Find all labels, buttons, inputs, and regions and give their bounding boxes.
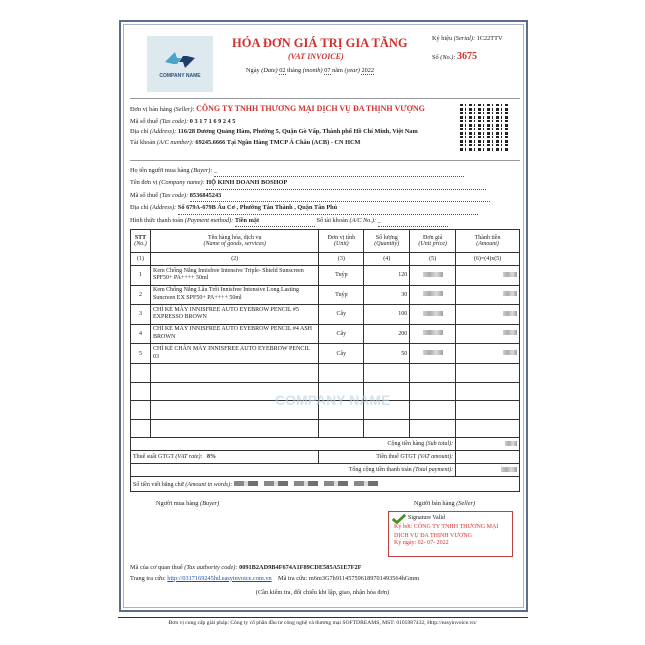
sig-buyer-en: (Buyer): [200, 500, 220, 507]
seller-tax-label-en: (Tax code):: [159, 117, 189, 125]
serial-label: Ký hiệu: [432, 35, 453, 42]
col-num: (3): [319, 253, 364, 266]
buyer-tax: 8536845243: [190, 190, 490, 202]
buyer-company: HỘ KINH DOANH BOSHOP: [206, 177, 486, 189]
row-unit: Cây: [319, 324, 364, 344]
row-name: CHÌ KẺ MÀY INNISFREE AUTO EYEBROW PENCIL #4 ASH BROWN: [150, 324, 318, 344]
seller-acc-label: Tài khoản: [130, 138, 156, 146]
check-note: (Cần kiểm tra, đối chiếu khi lập, giao, nhận hóa đơn): [255, 589, 390, 596]
vat-rate: 8%: [206, 454, 216, 460]
row-no: 1: [131, 266, 151, 286]
no-label: Số: [432, 54, 439, 61]
row-no: 3: [131, 305, 151, 325]
seller-signature-label: [414, 500, 475, 507]
table-row: [131, 324, 520, 344]
qr-code: [460, 103, 510, 151]
logo-text: COMPANY NAME: [159, 72, 201, 79]
seller-account: 69245.6666 Tại Ngân Hàng TMCP Á Châu (ACB) - CN HCM: [195, 138, 361, 146]
total-label: Tổng cộng tiền thanh toán: [348, 467, 412, 473]
row-name: CHÌ KẺ MÀY INNISFREE AUTO EYEBROW PENCIL #5 EXPRESSO BROWN: [150, 305, 318, 325]
seller-block: [130, 103, 450, 148]
buyer-block: [130, 165, 520, 227]
invoice-date: [246, 67, 374, 75]
words-label: Số tiền viết bằng chữ: [133, 481, 184, 488]
seller-name-label: Đơn vị bán hàng: [130, 106, 172, 113]
buyer-tax-label-en: (Tax code):: [159, 191, 189, 199]
row-price: [410, 285, 456, 305]
vat-rate-label-en: (VAT rate):: [175, 454, 203, 460]
row-unit: Cây: [319, 305, 364, 325]
items-table: [130, 229, 520, 492]
row-unit: Tuýp: [319, 266, 364, 286]
day: 02: [279, 67, 286, 74]
month: 07: [324, 67, 331, 74]
subtotal-label-en: (Sub total):: [425, 441, 454, 447]
table-header: [131, 230, 520, 253]
th-price-en: (Unit price): [418, 241, 447, 247]
th-unit-en: (Unit): [334, 241, 349, 247]
vat-row: [131, 451, 520, 464]
buyer-label-en: (Buyer):: [191, 167, 213, 174]
buyer-label: Họ tên người mua hàng: [130, 167, 190, 174]
month-label: tháng: [287, 67, 302, 74]
lookup-label: Trang tra cứu:: [130, 574, 166, 582]
code-label: Mã tra cứu:: [278, 574, 308, 582]
sig-seller: Người bán hàng: [414, 500, 455, 507]
invoice-number: [432, 51, 477, 62]
row-no: 4: [131, 324, 151, 344]
signed-by: Ký bởi: CÔNG TY TNHH THƯƠNG MẠI DỊCH VỤ ĐA THỊNH VƯỢNG: [394, 524, 499, 539]
row-price: [410, 344, 456, 364]
lookup-link[interactable]: http://0317169245hd.easyinvoice.com.vn: [167, 574, 272, 582]
th-qty: Số lượng: [375, 235, 398, 241]
th-no-en: (No.): [134, 241, 147, 247]
row-name: CHÌ KẺ CHÂN MÀY INNISFREE AUTO EYEBROW PENCIL 03: [150, 344, 318, 364]
table-row: [131, 344, 520, 364]
th-name-en: (Name of goods, services): [203, 241, 266, 247]
row-name: Kem Chống Nắng Innisfree Intensive Triple- Shield Sunscreen SPF50+ PA++++ 50ml: [150, 266, 318, 286]
digital-signature-box: [388, 511, 513, 557]
invoice-subtitle: (VAT INVOICE): [288, 52, 344, 61]
arrows-logo-icon: [163, 50, 197, 70]
row-price: [410, 266, 456, 286]
company-logo: [147, 36, 213, 92]
seller-addr-label: Địa chỉ: [130, 128, 149, 135]
row-qty: 120: [364, 266, 410, 286]
row-amount: [456, 266, 520, 286]
provider-note: Đơn vị cung cấp giải pháp: Công ty cổ phần đầu tư công nghệ và thương mại SOFTDREAMS, MST: 0105987432, Http://easyinvoice.vn/: [168, 620, 477, 626]
pay-label: Hình thức thanh toán: [130, 216, 184, 224]
signed-date: Ký ngày: 02- 07- 2022: [394, 540, 449, 546]
sig-buyer: Người mua hàng: [156, 500, 199, 507]
signature-valid: Signature Valid: [408, 515, 446, 521]
col-num: (2): [150, 253, 318, 266]
number-value: 3675: [457, 51, 478, 62]
col-num: (1): [131, 253, 151, 266]
seller-name-label-en: (Seller):: [173, 106, 195, 113]
vat-amount-label-en: (VAT amount):: [417, 454, 454, 460]
auth-code: 0091B2AD9B4F674A1F89CDE585A51E7F2F: [239, 564, 362, 571]
row-no: 5: [131, 344, 151, 364]
table-row: [131, 305, 520, 325]
invoice-title: HÓA ĐƠN GIÁ TRỊ GIA TĂNG: [232, 36, 408, 50]
vat-amount-label: Tiền thuế GTGT: [376, 454, 417, 460]
year-label: năm: [332, 67, 343, 74]
buyer-address: Số 679A-679B Âu Cơ , Phường Tân Thành , Quận Tân Phú: [178, 202, 478, 214]
serial-label-en: (Serial):: [453, 35, 476, 42]
empty-row: [131, 419, 520, 438]
tax-authority-block: [130, 563, 419, 584]
empty-row: [131, 364, 520, 383]
row-amount: [456, 324, 520, 344]
company-label-en: (Company name):: [159, 179, 205, 187]
seller-tax-label: Mã số thuế: [130, 117, 158, 125]
words-label-en: (Amount in words):: [185, 481, 233, 488]
buyer-acc-label-en: (A/C No.):: [349, 216, 377, 224]
date-label: Ngày: [246, 67, 260, 74]
subtotal-row: [131, 438, 520, 451]
buyer-addr-label-en: (Address):: [149, 204, 177, 212]
subtotal-label: Cộng tiền hàng: [387, 441, 425, 447]
table-row: [131, 285, 520, 305]
row-qty: 50: [364, 344, 410, 364]
row-qty: 100: [364, 305, 410, 325]
month-label-en: (month): [302, 67, 323, 74]
auth-label: Mã của cơ quan thuế: [130, 564, 183, 571]
row-price: [410, 305, 456, 325]
seller-address: 116/28 Dương Quảng Hàm, Phường 5, Quận Gò Vấp, Thành phố Hồ Chí Minh, Việt Nam: [177, 128, 418, 135]
th-unit: Đơn vị tính: [327, 235, 356, 241]
buyer-acc-label: Số tài khoản: [316, 216, 348, 224]
checkmark-icon: [392, 514, 406, 524]
row-unit: Cây: [319, 344, 364, 364]
th-price: Đơn giá: [423, 235, 443, 241]
column-numbers: [131, 253, 520, 266]
year-label-en: (year): [344, 67, 360, 74]
year: 2022: [361, 67, 375, 74]
no-label-en: (No.):: [440, 54, 456, 61]
serial: [432, 35, 503, 42]
th-qty-en: (Quantity): [374, 241, 400, 247]
buyer-signature-label: [156, 500, 219, 507]
row-no: 2: [131, 285, 151, 305]
buyer-name: _: [214, 165, 464, 177]
seller-name: CÔNG TY TNHH THƯƠNG MẠI DỊCH VỤ ĐA THỊNH VƯỢNG: [196, 104, 425, 113]
vat-rate-label: Thuế suất GTGT: [133, 454, 174, 460]
total-label-en: (Total payment):: [413, 467, 454, 473]
words-row: [131, 477, 520, 492]
row-amount: [456, 285, 520, 305]
serial-value: 1C22TTV: [476, 35, 503, 42]
company-label: Tên đơn vị: [130, 179, 158, 187]
col-num: (4): [364, 253, 410, 266]
row-amount: [456, 305, 520, 325]
th-amount: Thành tiền: [474, 235, 501, 241]
seller-tax: 0 3 1 7 1 6 9 2 4 5: [189, 117, 236, 125]
th-amount-en: (Amount): [476, 241, 499, 247]
total-row: [131, 464, 520, 477]
th-name: Tên hàng hóa, dịch vụ: [207, 235, 262, 241]
seller-addr-label-en: (Address):: [149, 128, 177, 135]
buyer-account: _: [378, 215, 448, 227]
buyer-addr-label: Địa chỉ: [130, 204, 149, 212]
lookup-code: m6m3G7h911457596189701493564hGmm: [308, 574, 420, 582]
watermark: COMPANY NAME: [275, 392, 391, 408]
payment-method: Tiền mặt: [235, 215, 315, 227]
row-amount: [456, 344, 520, 364]
seller-acc-label-en: (A/C number):: [156, 138, 194, 146]
table-row: [131, 266, 520, 286]
pay-label-en: (Payment method):: [184, 216, 234, 224]
row-qty: 200: [364, 324, 410, 344]
col-num: (5): [410, 253, 456, 266]
col-num: (6)=(4)x(5): [456, 253, 520, 266]
th-no: STT: [134, 235, 147, 241]
row-unit: Tuýp: [319, 285, 364, 305]
row-price: [410, 324, 456, 344]
row-qty: 30: [364, 285, 410, 305]
buyer-tax-label: Mã số thuế: [130, 191, 158, 199]
auth-label-en: (Tax authority code):: [184, 564, 238, 571]
sig-seller-en: (Seller): [456, 500, 476, 507]
row-name: Kem Chống Nắng Lâu Trôi Innisfree Intensive Long Lasting Suncreen EX SPF50+ PA++++ 50ml: [150, 285, 318, 305]
date-label-en: (Date): [261, 67, 278, 74]
